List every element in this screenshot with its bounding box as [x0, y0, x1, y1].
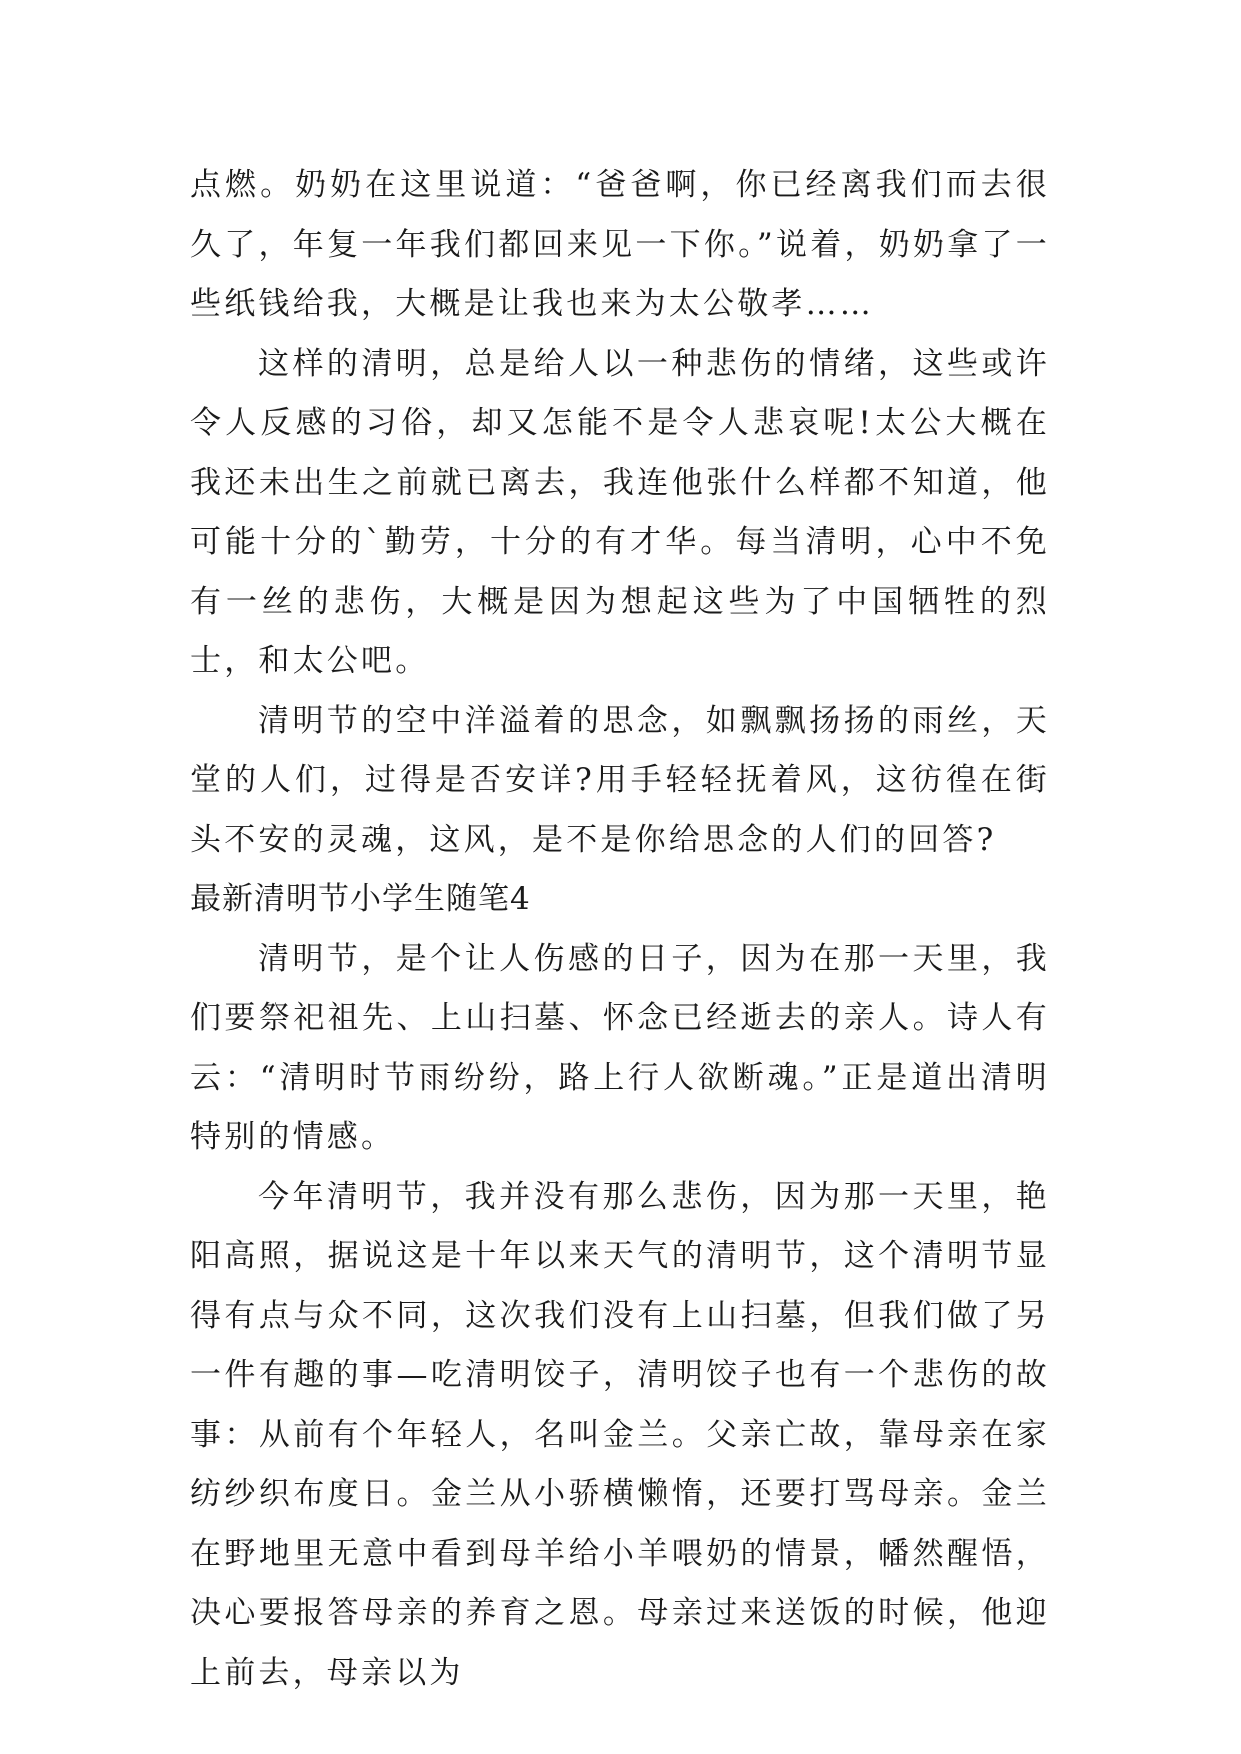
document-body	[190, 156, 1050, 1703]
paragraph-4: 清明节，是个让人伤感的日子，因为在那一天里，我们要祭祀祖先、上山扫墓、怀念已经逝去的亲人。诗人有云：“清明时节雨纷纷，路上行人欲断魂。”正是道出清明特别的情感。	[190, 940, 1050, 1155]
paragraph-1: 点燃。奶奶在这里说道：“爸爸啊，你已经离我们而去很久了，年复一年我们都回来见一下你。”说着，奶奶拿了一些纸钱给我，大概是让我也来为太公敬孝……	[190, 167, 1050, 322]
paragraph-5: 今年清明节，我并没有那么悲伤，因为那一天里，艳阳高照，据说这是十年以来天气的清明节，这个清明节显得有点与众不同，这次我们没有上山扫墓，但我们做了另一件有趣的事—吃清明饺子，清明饺子也有一个悲伤的故事：从前有个年轻人，名叫金兰。父亲亡故，靠母亲在家纺纱织布度日。金兰从小骄横懒惰，还要打骂母亲。金兰在野地里无意中看到母羊给小羊喂奶的情景，幡然醒悟，决心要报答母亲的养育之恩。母亲过来送饭的时候，他迎上前去，母亲以为	[190, 1178, 1050, 1691]
section-heading: 最新清明节小学生随笔4	[190, 881, 531, 917]
paragraph-2: 这样的清明，总是给人以一种悲伤的情绪，这些或许令人反感的习俗，却又怎能不是令人悲哀呢!太公大概在我还未出生之前就已离去，我连他张什么样都不知道，他可能十分的`勤劳，十分的有才华。每当清明，心中不免有一丝的悲伤，大概是因为想起这些为了中国牺牲的烈士，和太公吧。	[190, 345, 1050, 679]
paragraph-3: 清明节的空中洋溢着的思念，如飘飘扬扬的雨丝，天堂的人们，过得是否安详?用手轻轻抚着风，这彷徨在街头不安的灵魂，这风，是不是你给思念的人们的回答?	[190, 702, 1050, 858]
